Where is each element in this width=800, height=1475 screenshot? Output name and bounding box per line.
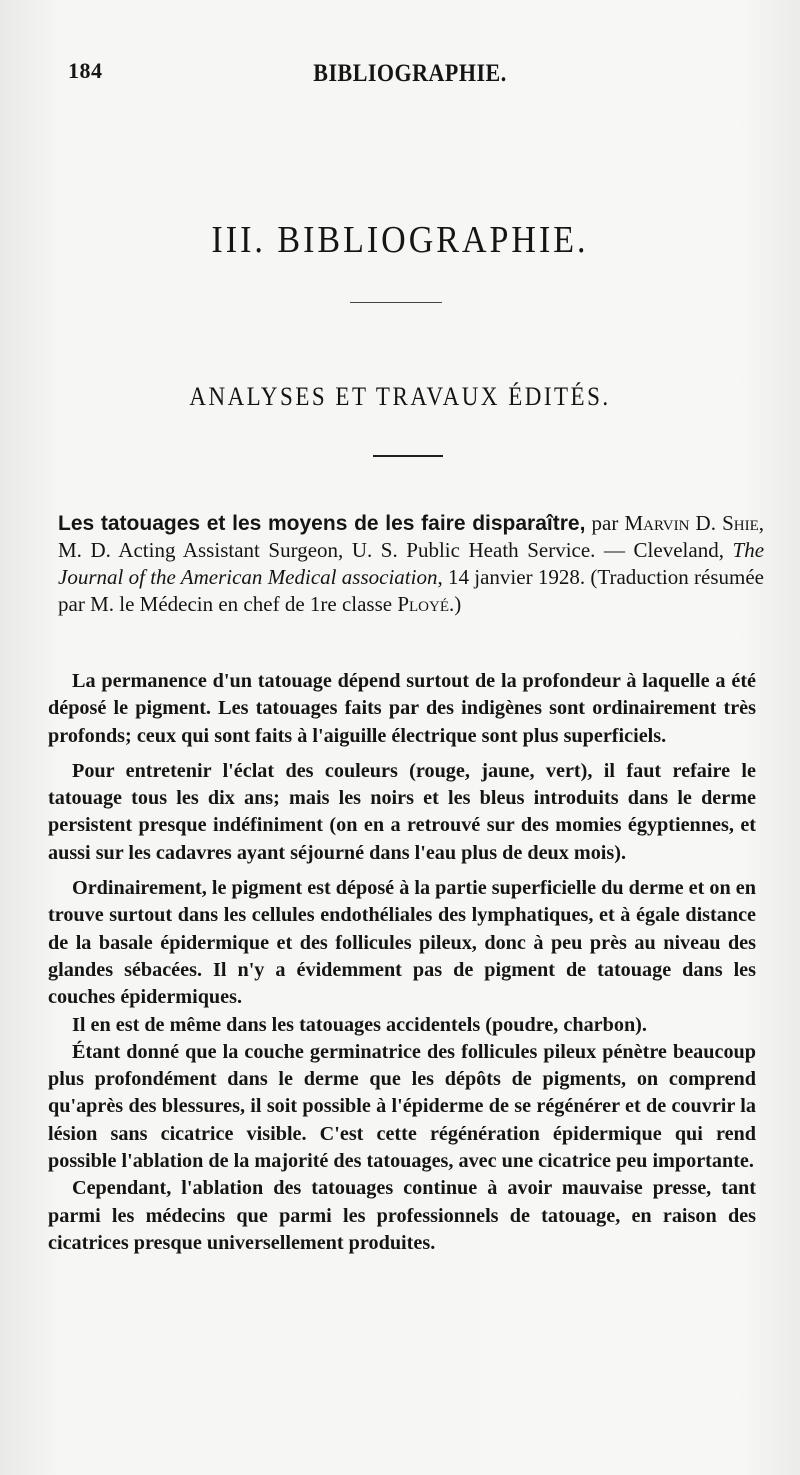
reference-translator: Ployé [397, 592, 450, 616]
article-title: Les tatouages et les moyens de les faire disparaître, [58, 512, 586, 535]
paragraph-5: Étant donné que la couche germinatrice des follicules pileux pénètre beaucoup plus profondément dans le derme que les dépôts de pigments, on comprend qu'après des blessures, il soit possible à l'épiderme de se régénérer et de couvrir la lésion sans cicatrice visible. C'est cette régénération épidermique qui rend possible l'ablation de la majorité des tatouages, avec une cicatrice peu importante. [48, 1040, 756, 1173]
paragraph-2: Pour entretenir l'éclat des couleurs (rouge, jaune, vert), il faut refaire le tatouage tous les dix ans; mais les noirs et les bleus introduits dans le derme persistent presque indéfiniment (on en a retrouvé sur des momies égyptiennes, et aussi sur les cadavres ayant séjourné dans l'eau plus de deux mois). [48, 759, 756, 864]
section-divider [350, 302, 442, 303]
reference-journal: The Journal of the American Medical association [58, 538, 765, 589]
paragraph-6: Cependant, l'ablation des tatouages continue à avoir mauvaise presse, tant parmi les médecins que parmi les professionnels de tatouage, en raison des cicatrices presque universellement produites. [48, 1177, 756, 1254]
section-title: III. BIBLIOGRAPHIE. [211, 219, 589, 262]
reference-par: par [591, 511, 619, 535]
subsection-divider [373, 455, 443, 457]
bibliographic-reference [58, 510, 764, 618]
page-number: 184 [68, 58, 103, 83]
article-body [48, 668, 756, 1257]
subsection-title: ANALYSES ET TRAVAUX ÉDITÉS. [189, 382, 611, 411]
reference-author-details: , M. D. Acting Assistant Surgeon, U. S. Public Heath Service. — Cleveland, [58, 511, 764, 562]
reference-date-note: , 14 janvier 1928. (Traduction résumée par M. le Médecin en chef de 1re classe [58, 565, 764, 616]
reference-author: Marvin D. Shie [624, 511, 759, 535]
running-head [68, 58, 752, 88]
paragraph-3: Ordinairement, le pigment est déposé à la partie superficielle du derme et on en trouve surtout dans les cellules endothéliales des lymphatiques, et à égale distance de la basale épidermique et des follicules pileux, donc à peu près au niveau des glandes sébacées. Il n'y a évidemment pas de pigment de tatouage dans les couches épidermiques. [48, 877, 756, 1009]
paragraph-1: La permanence d'un tatouage dépend surtout de la profondeur à laquelle a été déposé le pigment. Les tatouages faits par des indigènes sont ordinairement très profonds; ceux qui sont faits à l'aiguille électrique sont plus superficiels. [48, 670, 756, 747]
paragraph-4: Il en est de même dans les tatouages accidentels (poudre, charbon). [72, 1013, 647, 1036]
reference-closing: .) [449, 592, 462, 616]
running-head-title: BIBLIOGRAPHIE. [313, 58, 507, 87]
